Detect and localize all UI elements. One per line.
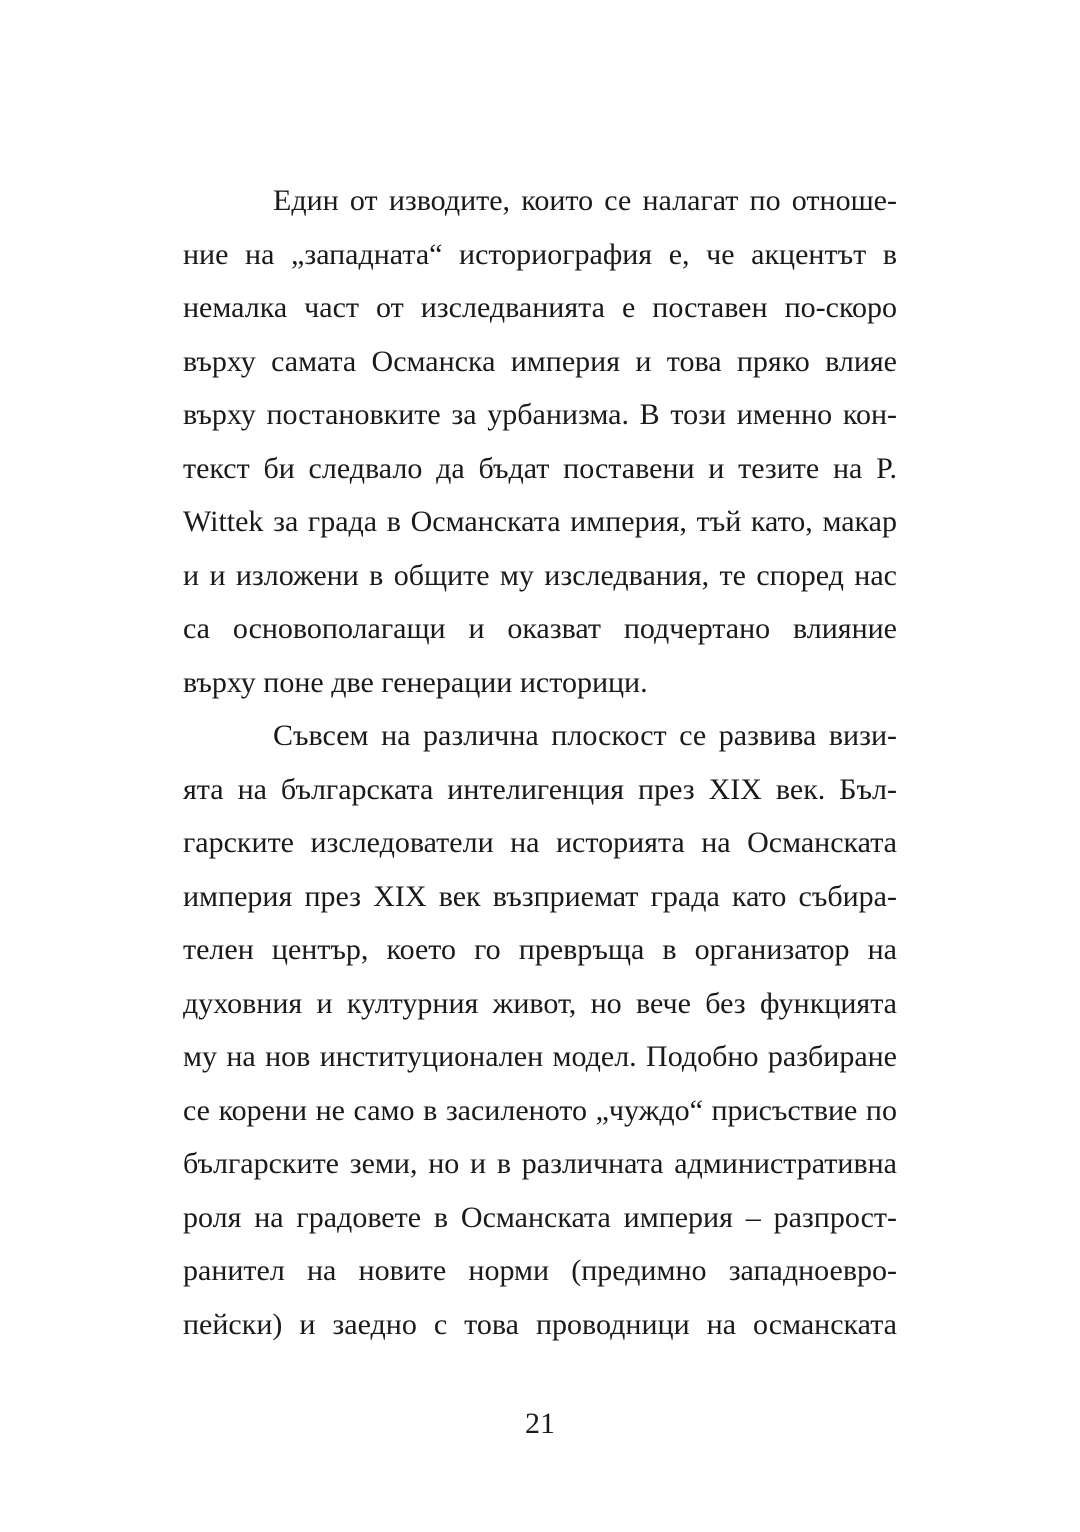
text-line: Един от изводите, които се налагат по отноше- — [273, 184, 897, 217]
text-line: се корени не само в засиленото „чуждо“ присъствие по — [183, 1093, 897, 1127]
text-line: империя през XIX век възприемат града като събира- — [183, 879, 897, 913]
page-number: 21 — [525, 1407, 555, 1440]
paragraph-1 — [183, 174, 897, 709]
text-line: му на нов институционален модел. Подобно разбиране — [183, 1040, 897, 1073]
text-line: върху постановките за урбанизма. В този именно кон- — [183, 398, 897, 431]
text-line: ранител на новите норми (предимно западноевро- — [183, 1254, 897, 1287]
text-line: Wittek за града в Османската империя, тъй като, макар — [183, 505, 897, 538]
text-line: гарските изследователи на историята на Османската — [183, 826, 897, 859]
text-line: върху поне две генерации историци. — [183, 665, 648, 699]
body-text — [183, 174, 897, 1351]
text-line: роля на градовете в Османската империя – разпрост- — [183, 1200, 897, 1234]
text-line: върху самата Османска империя и това пряко влияе — [183, 344, 897, 378]
text-line: немалка част от изследванията е поставен по-скоро — [183, 291, 897, 324]
text-line: духовния и културния живот, но вече без функцията — [183, 986, 897, 1020]
text-line: ята на българската интелигенция през XIX век. Бъл- — [183, 772, 897, 806]
text-line: са основополагащи и оказват подчертано влияние — [183, 612, 897, 645]
text-line: и и изложени в общите му изследвания, те според нас — [183, 558, 897, 592]
text-line: българските земи, но и в различната административна — [183, 1147, 897, 1180]
text-line: ние на „западната“ историография е, че акцентът в — [183, 237, 897, 271]
text-line: пейски) и заедно с това проводници на османската — [183, 1307, 897, 1341]
text-line: текст би следвало да бъдат поставени и тезите на P. — [183, 451, 897, 485]
text-line: Съвсем на различна плоскост се развива визи- — [273, 719, 897, 752]
paragraph-2 — [183, 709, 897, 1351]
text-line: телен център, което го превръща в организатор на — [183, 933, 897, 966]
